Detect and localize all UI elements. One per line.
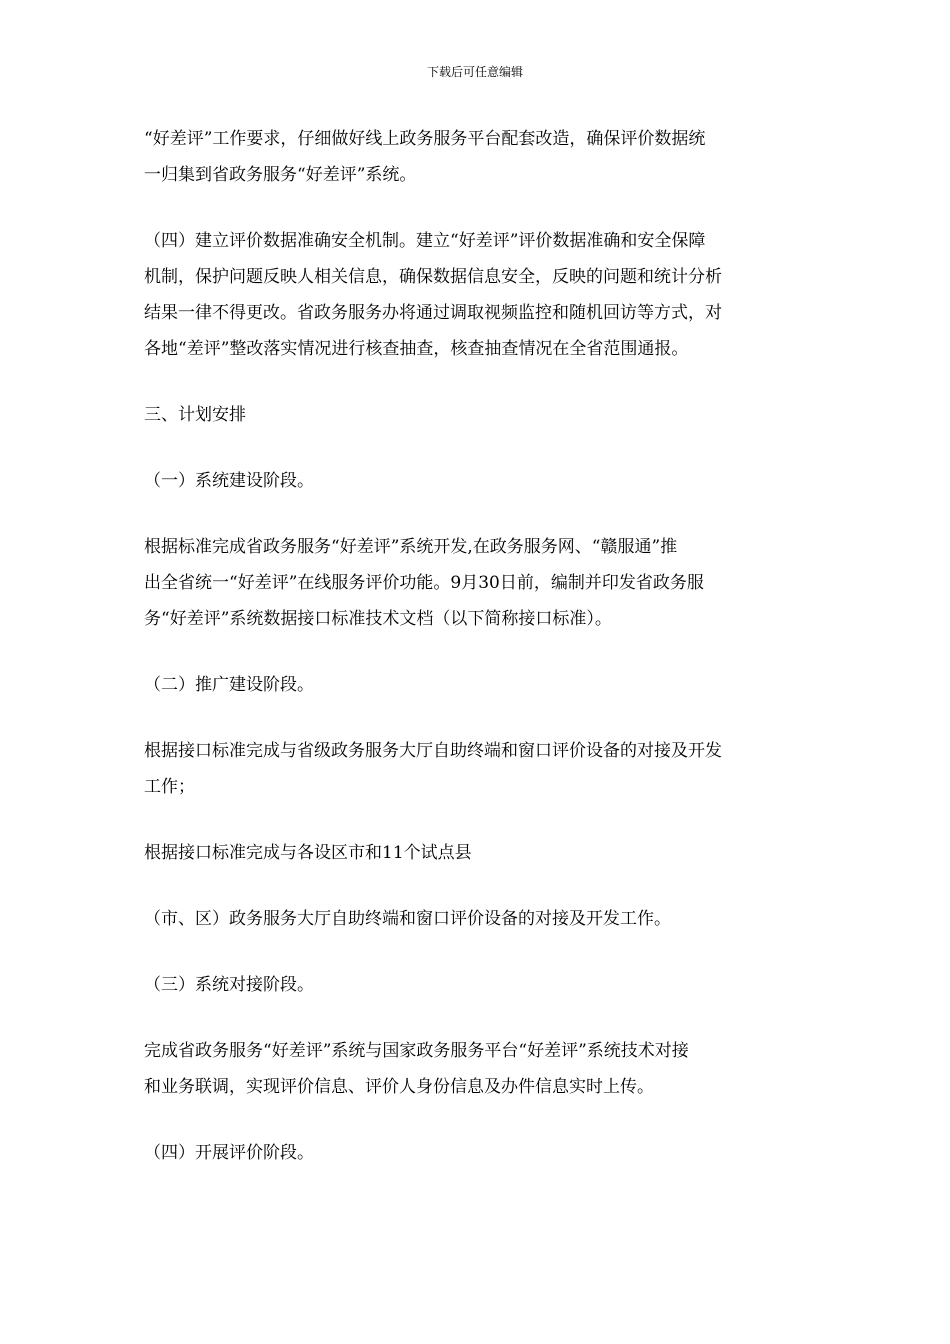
text-line: （三）系统对接阶段。 bbox=[144, 975, 314, 995]
subsection-heading-1 bbox=[144, 463, 810, 499]
paragraph-3 bbox=[144, 529, 810, 637]
text-line: “好差评”工作要求，仔细做好线上政务服务平台配套改造，确保评价数据统 bbox=[144, 129, 706, 149]
paragraph-4 bbox=[144, 733, 810, 805]
section-heading bbox=[144, 397, 810, 433]
text-line: （四）开展评价阶段。 bbox=[144, 1143, 314, 1163]
subsection-heading-2 bbox=[144, 667, 810, 703]
subsection-heading-4 bbox=[144, 1135, 810, 1171]
text-line: 结果一律不得更改。省政务服务办将通过调取视频监控和随机回访等方式，对 bbox=[144, 303, 722, 323]
text-line: 根据接口标准完成与各设区市和11个试点县 bbox=[144, 843, 472, 863]
text-line: 机制，保护问题反映人相关信息，确保数据信息安全，反映的问题和统计分析 bbox=[144, 267, 722, 287]
text-line: 和业务联调，实现评价信息、评价人身份信息及办件信息实时上传。 bbox=[144, 1077, 654, 1097]
text-line: 完成省政务服务“好差评”系统与国家政务服务平台“好差评”系统技术对接 bbox=[144, 1041, 689, 1061]
paragraph-1 bbox=[144, 121, 810, 193]
page-header: 下载后可任意编辑 bbox=[426, 65, 523, 79]
text-line: （四）建立评价数据准确安全机制。建立“好差评”评价数据准确和安全保障 bbox=[144, 231, 706, 251]
text-line: （一）系统建设阶段。 bbox=[144, 471, 314, 491]
text-line: 根据标准完成省政务服务“好差评”系统开发,在政务服务网、“赣服通”推 bbox=[144, 537, 678, 557]
paragraph-2 bbox=[144, 223, 810, 367]
paragraph-5 bbox=[144, 835, 810, 871]
subsection-heading-3 bbox=[144, 967, 810, 1003]
paragraph-6 bbox=[144, 901, 810, 937]
text-line: （二）推广建设阶段。 bbox=[144, 675, 314, 695]
text-line: 根据接口标准完成与省级政务服务大厅自助终端和窗口评价设备的对接及开发 bbox=[144, 741, 722, 761]
text-line: 工作； bbox=[144, 777, 195, 797]
paragraph-7 bbox=[144, 1033, 810, 1105]
text-line: （市、区）政务服务大厅自助终端和窗口评价设备的对接及开发工作。 bbox=[144, 909, 671, 929]
document-body bbox=[144, 121, 810, 1171]
text-line: 各地“差评”整改落实情况进行核查抽查，核查抽查情况在全省范围通报。 bbox=[144, 339, 689, 359]
text-line: 三、计划安排 bbox=[144, 405, 246, 425]
text-line: 出全省统一“好差评”在线服务评价功能。9月30日前，编制并印发省政务服 bbox=[144, 573, 704, 593]
text-line: 务“好差评”系统数据接口标准技术文档（以下简称接口标准）。 bbox=[144, 609, 612, 629]
text-line: 一归集到省政务服务“好差评”系统。 bbox=[144, 165, 417, 185]
